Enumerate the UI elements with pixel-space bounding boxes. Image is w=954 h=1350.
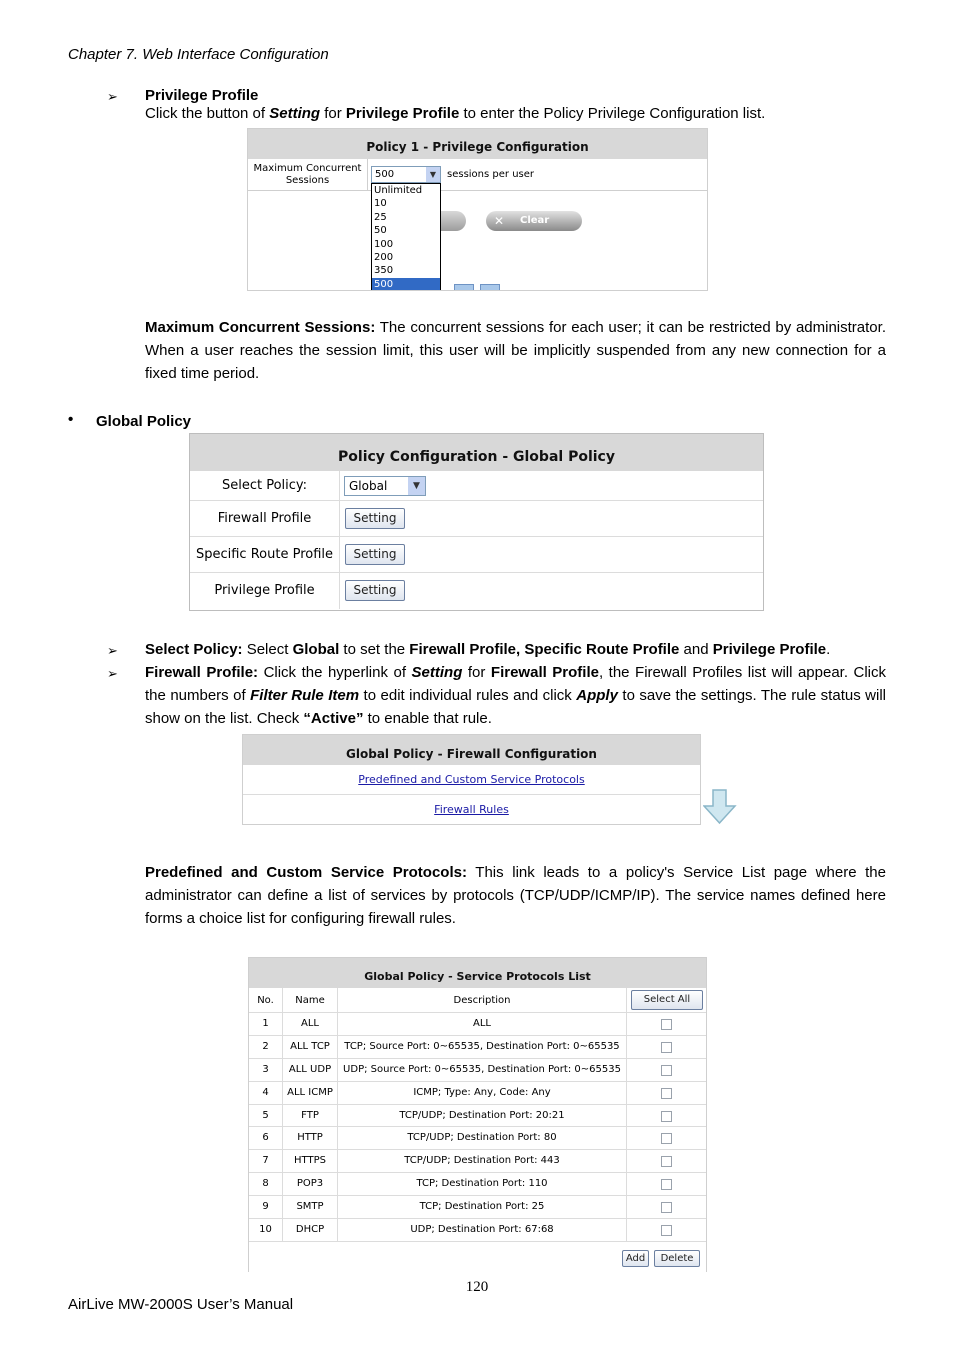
firewall-rules-link[interactable]: Firewall Rules	[434, 803, 509, 816]
service-protocols-description: Predefined and Custom Service Protocols: This link leads to a policy's Service List page where the administrator can define a list of services by protocols (TCP/UDP/ICMP/IP). The service names defined here forms a choice list for configuring firewall rules.	[145, 864, 886, 927]
chapter-header: Chapter 7. Web Interface Configuration	[68, 46, 329, 63]
privilege-profile-heading: Privilege Profile	[145, 87, 259, 104]
row-checkbox[interactable]	[661, 1088, 672, 1099]
cell-no: 2	[249, 1036, 283, 1059]
policy-row	[190, 573, 763, 609]
table-row	[249, 1196, 706, 1219]
cell-no: 6	[249, 1127, 283, 1150]
chevron-down-icon[interactable]: ▼	[426, 167, 440, 182]
chevron-down-icon[interactable]: ▼	[408, 477, 425, 495]
table-row	[249, 1036, 706, 1059]
policy-row-label: Firewall Profile	[190, 501, 340, 536]
select-all-button[interactable]: Select All	[631, 990, 703, 1010]
clear-button[interactable]: ✕ Clear	[486, 211, 582, 231]
cell-name: ALL UDP	[283, 1059, 338, 1082]
max-sessions-select[interactable]: 500 ▼	[371, 166, 441, 183]
cell-name: SMTP	[283, 1196, 338, 1219]
row-checkbox[interactable]	[661, 1179, 672, 1190]
cell-description: TCP/UDP; Destination Port: 20:21	[338, 1105, 627, 1128]
table-row	[249, 1082, 706, 1105]
dropdown-option[interactable]: 200	[374, 251, 394, 263]
dropdown-option[interactable]: 100	[374, 238, 394, 250]
arrow-bullet-icon: ➢	[107, 666, 118, 681]
col-name-header: Name	[283, 988, 338, 1013]
cell-name: ALL ICMP	[283, 1082, 338, 1105]
page-number: 120	[465, 1279, 489, 1295]
close-icon: ✕	[494, 214, 505, 228]
max-sessions-dropdown[interactable]	[371, 183, 441, 291]
firewall-config-title: Global Policy - Firewall Configuration	[243, 735, 700, 765]
arrow-bullet-icon: ➢	[107, 643, 118, 658]
table-row	[249, 1013, 706, 1036]
cell-description: ALL	[338, 1013, 627, 1036]
cell-description: ICMP; Type: Any, Code: Any	[338, 1082, 627, 1105]
table-header	[249, 988, 706, 1013]
dropdown-option[interactable]: 500	[372, 278, 440, 291]
dropdown-option[interactable]: 50	[374, 225, 387, 237]
arrow-bullet-icon: ➢	[107, 89, 118, 104]
row-checkbox[interactable]	[661, 1042, 672, 1053]
add-button[interactable]: Add	[622, 1250, 649, 1267]
cell-description: TCP/UDP; Destination Port: 443	[338, 1150, 627, 1173]
cell-name: HTTPS	[283, 1150, 338, 1173]
policy-row-label: Privilege Profile	[190, 573, 340, 609]
dropdown-option[interactable]: 10	[374, 198, 387, 210]
setting-button[interactable]: Setting	[345, 508, 405, 529]
setting-button[interactable]: Setting	[345, 580, 405, 601]
table-row	[249, 1219, 706, 1242]
cell-description: UDP; Source Port: 0~65535, Destination Port: 0~65535	[338, 1059, 627, 1082]
cell-no: 9	[249, 1196, 283, 1219]
cell-description: TCP; Source Port: 0~65535, Destination Port: 0~65535	[338, 1036, 627, 1059]
setting-button[interactable]: Setting	[345, 544, 405, 565]
service-protocols-title: Global Policy - Service Protocols List	[249, 958, 706, 988]
global-policy-heading: Global Policy	[96, 413, 192, 430]
table-row	[249, 1150, 706, 1173]
cell-no: 8	[249, 1173, 283, 1196]
firewall-profile-bullet: Firewall Profile: Click the hyperlink of Setting for Firewall Profile, the Firewall Profiles list will appear. Click the numbers of Filter Rule Item to edit individual rules and click Apply to save the settings. The rule status will show on the list. Check “Active” to enable that rule.	[145, 664, 887, 727]
cell-no: 7	[249, 1150, 283, 1173]
table-row	[249, 1105, 706, 1128]
global-policy-title: Policy Configuration - Global Policy	[190, 434, 763, 471]
arrow-down-icon	[703, 789, 737, 825]
cell-no: 10	[249, 1219, 283, 1242]
privilege-config-screenshot	[247, 128, 708, 291]
table-row	[249, 1127, 706, 1150]
select-policy-dropdown[interactable]: Global	[344, 476, 426, 496]
cell-name: POP3	[283, 1173, 338, 1196]
manual-title: AirLive MW-2000S User’s Manual	[68, 1296, 294, 1313]
cell-no: 1	[249, 1013, 283, 1036]
dropdown-option[interactable]: Unlimited	[374, 185, 423, 196]
cell-description: UDP; Destination Port: 67:68	[338, 1219, 627, 1242]
row-checkbox[interactable]	[661, 1133, 672, 1144]
table-row	[249, 1059, 706, 1082]
cell-name: DHCP	[283, 1219, 338, 1242]
cell-name: FTP	[283, 1105, 338, 1128]
cell-name: ALL	[283, 1013, 338, 1036]
policy-row	[190, 537, 763, 573]
cell-description: TCP; Destination Port: 110	[338, 1173, 627, 1196]
row-checkbox[interactable]	[661, 1065, 672, 1076]
col-description-header: Description	[338, 988, 627, 1013]
cell-no: 5	[249, 1105, 283, 1128]
table-row	[249, 1173, 706, 1196]
max-sessions-label: Maximum Concurrent Sessions	[248, 159, 368, 191]
cell-no: 3	[249, 1059, 283, 1082]
cell-description: TCP/UDP; Destination Port: 80	[338, 1127, 627, 1150]
row-checkbox[interactable]	[661, 1225, 672, 1236]
service-protocols-screenshot	[248, 957, 707, 1272]
dropdown-option[interactable]: 350	[374, 265, 394, 277]
small-icon-1[interactable]	[454, 284, 474, 291]
policy-row	[190, 501, 763, 537]
cell-name: HTTP	[283, 1127, 338, 1150]
round-bullet-icon: •	[68, 411, 74, 428]
delete-button[interactable]: Delete	[654, 1250, 700, 1267]
policy-row	[190, 471, 763, 501]
col-no-header: No.	[249, 988, 283, 1013]
max-sessions-description: Maximum Concurrent Sessions: The concurrent sessions for each user; it can be restricted by administrator. When a user reaches the session limit, this user will be implicitly suspended from any new connection for a fixed time period.	[145, 319, 886, 382]
row-checkbox[interactable]	[661, 1019, 672, 1030]
small-icon-2[interactable]	[480, 284, 500, 291]
firewall-config-screenshot	[242, 734, 701, 825]
policy-row-label: Select Policy:	[190, 471, 340, 500]
row-checkbox[interactable]	[661, 1202, 672, 1213]
cell-name: ALL TCP	[283, 1036, 338, 1059]
select-policy-bullet: Select Policy: Select Global to set the Firewall Profile, Specific Route Profile and Privilege Profile.	[145, 641, 831, 658]
cell-description: TCP; Destination Port: 25	[338, 1196, 627, 1219]
dropdown-option[interactable]: 25	[374, 211, 387, 223]
service-protocols-link[interactable]: Predefined and Custom Service Protocols	[358, 773, 585, 786]
row-checkbox[interactable]	[661, 1156, 672, 1167]
policy-row-label: Specific Route Profile	[190, 537, 340, 572]
privilege-profile-intro: Click the button of Setting for Privilege Profile to enter the Policy Privilege Configuration list.	[145, 105, 766, 122]
cell-no: 4	[249, 1082, 283, 1105]
privilege-config-title: Policy 1 - Privilege Configuration	[248, 129, 707, 159]
sessions-unit: sessions per user	[447, 169, 535, 180]
row-checkbox[interactable]	[661, 1111, 672, 1122]
global-policy-screenshot	[189, 433, 764, 611]
